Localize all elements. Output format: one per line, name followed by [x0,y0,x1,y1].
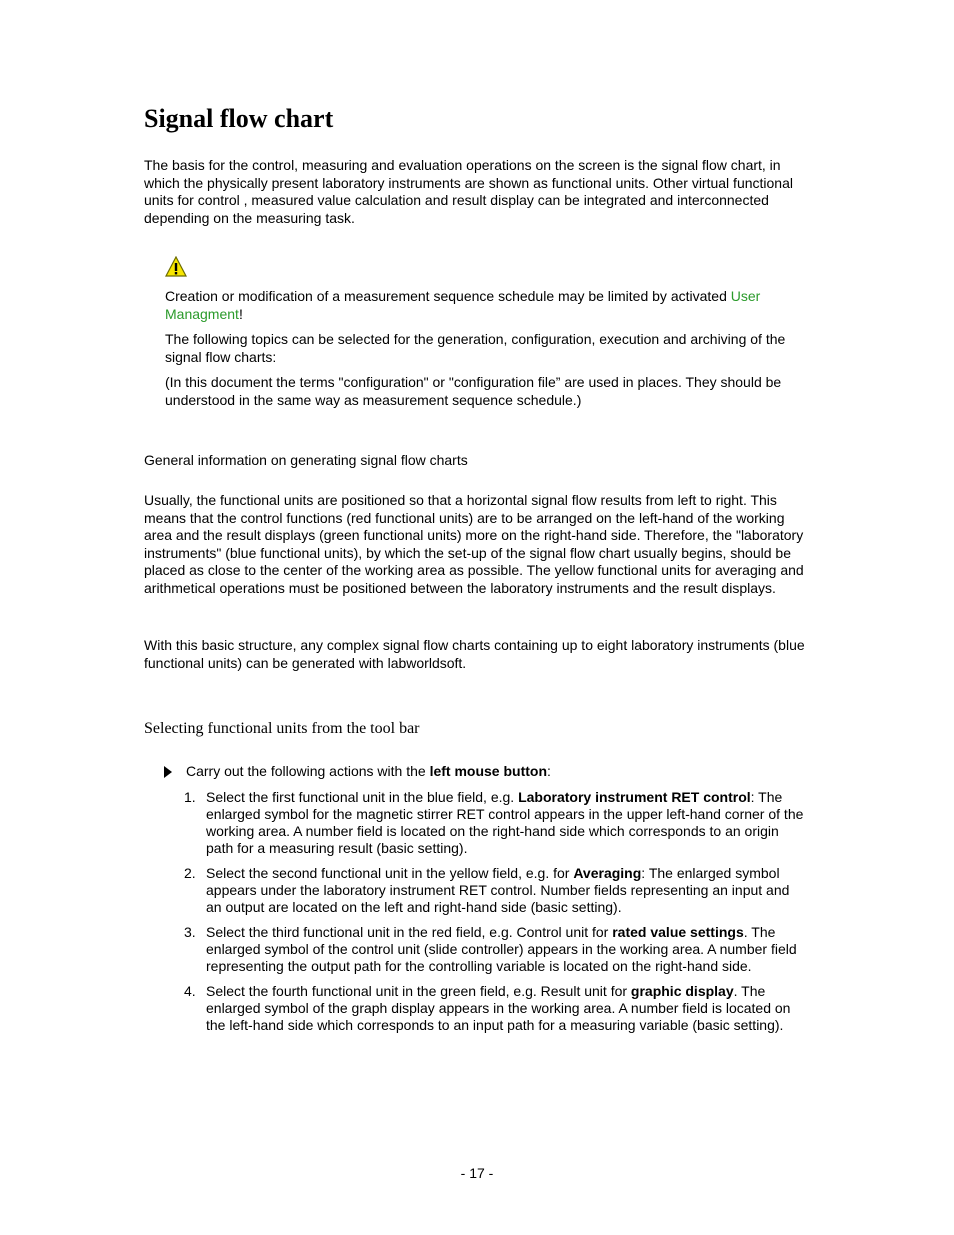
list-item [184,924,806,975]
step-text: Select the first functional unit in the blue field, e.g. [206,789,519,805]
user-management-link[interactable]: User Managment [165,288,761,322]
step-bold: Averaging [573,865,642,881]
note-box [165,256,805,418]
bullet-text-before: Carry out the following actions with the [186,763,430,779]
step-number: 4. [184,983,196,999]
list-item [184,789,806,857]
bullet-text-after: : [547,763,551,779]
step-text: Select the third functional unit in the red field, e.g. Control unit for [206,924,613,940]
step-bold: rated value settings [612,924,744,940]
section-heading: Selecting functional units from the tool bar [144,720,420,737]
intro-paragraph: The basis for the control, measuring and evaluation operations on the screen is the signal flow chart, in which the physically present laboratory instruments are shown as functional units. Other virtual functional units for control , measured value calculation and result display can be integrated and interconnected depending on the measuring task. [144,157,793,226]
list-item [184,983,806,1034]
step-text-after: : The enlarged symbol appears under the laboratory instrument RET control. Number fields representing an input and an output are located on the left and right-hand side (basic setting). [206,865,790,915]
bullet-text [186,763,804,781]
list-item [184,865,806,916]
step-bold: Laboratory instrument RET control [518,789,751,805]
note-line-user-management [165,288,805,323]
general-information-heading: General information on generating signal flow charts [144,452,468,468]
triangle-bullet-icon [164,766,172,778]
positioning-paragraph: Usually, the functional units are positioned so that a horizontal signal flow results from left to right. This means that the control functions (red functional units) are to be arranged on the left-hand of the working area and the result displays (green functional units) more on the right-hand side. Therefore, the "laboratory instruments" (blue functional units), by which the set-up of the signal flow chart usually begins, should be placed as close to the center of the working area as possible. The yellow functional units for averaging and arithmetical operations must be positioned between the laboratory instruments and the result displays. [144,492,804,596]
page-number: - 17 - [460,1165,494,1181]
note-text-end: ! [238,305,243,322]
step-number: 1. [184,789,196,805]
note-text: Creation or modification of a measurement sequence schedule may be limited by activated [165,288,731,304]
step-text-after: : The enlarged symbol for the magnetic stirrer RET control appears in the upper left-hand corner of the working area. A number field is located on the right-hand side which corresponds to an origin path for a measuring result (basic setting). [206,789,804,856]
instruction-bullet [164,763,804,781]
step-bold: graphic display [630,983,734,999]
step-text: Select the fourth functional unit in the green field, e.g. Result unit for [206,983,631,999]
step-number: 3. [184,924,196,940]
step-text: Select the second functional unit in the yellow field, e.g. for [206,865,574,881]
note-line-topics: The following topics can be selected for the generation, configuration, execution and archiving of the signal flow charts: [165,331,786,365]
step-text-after: . The enlarged symbol of the control unit (slide controller) appears in the working area. A number field representing the output path for the controlling variable is located on the right-hand side. [206,924,797,974]
step-number: 2. [184,865,196,881]
warning-icon [165,256,187,278]
page-title: Signal flow chart [144,104,334,133]
note-line-terms: (In this document the terms "configuration" or "configuration file” are used in places. They should be understood in the same way as measurement sequence schedule.) [165,374,782,408]
bullet-text-bold: left mouse button [429,763,548,779]
steps-list [184,789,806,1042]
structure-paragraph: With this basic structure, any complex signal flow charts containing up to eight laboratory instruments (blue functional units) can be generated with labworldsoft. [144,637,805,671]
step-text-after: . The enlarged symbol of the graph display appears in the working area. A number field is located on the left-hand side which corresponds to an input path for a measuring variable (basic setting). [206,983,791,1033]
